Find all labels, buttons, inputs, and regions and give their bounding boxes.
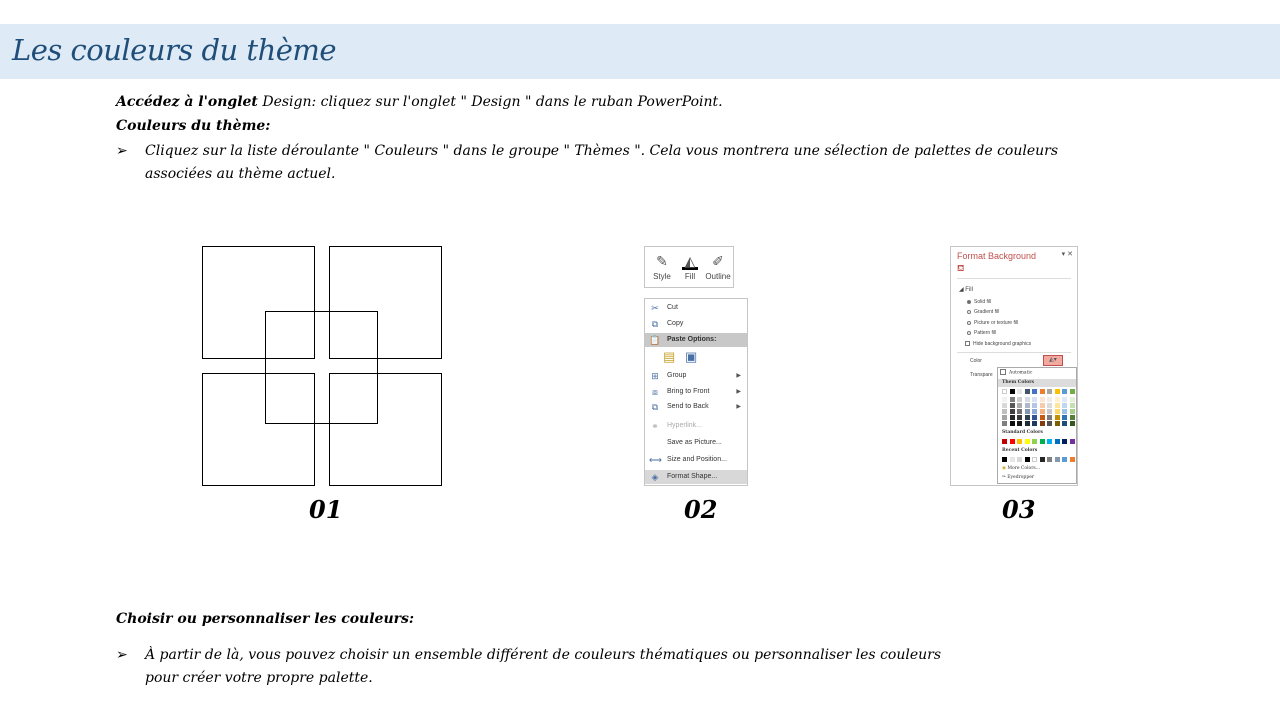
figure-label-02: 02 <box>684 495 718 524</box>
hide-bg-label: Hide background graphics <box>973 341 1032 347</box>
menu-paste-options-header <box>645 333 747 347</box>
color-swatch[interactable] <box>1002 397 1007 402</box>
color-swatch[interactable] <box>1055 389 1060 394</box>
color-swatch[interactable] <box>1070 421 1075 426</box>
color-swatch[interactable] <box>1047 439 1052 444</box>
color-swatch[interactable] <box>1017 409 1022 414</box>
context-menu <box>644 298 748 486</box>
divider <box>957 352 1071 353</box>
recent-colors-header: Recent Colors <box>1002 448 1038 453</box>
menu-item-bring-to-front-label: Bring to Front <box>667 388 710 395</box>
fill-bucket-icon: ◭ <box>682 250 698 270</box>
section-2-heading <box>116 611 414 627</box>
color-swatch[interactable] <box>1010 403 1015 408</box>
color-swatch[interactable] <box>1032 409 1037 414</box>
color-swatch[interactable] <box>1025 389 1030 394</box>
intro-line-1 <box>116 94 723 110</box>
clipboard-icon: 📋 <box>649 335 661 345</box>
menu-item-group-label: Group <box>667 372 687 379</box>
paste-options-row <box>645 349 747 367</box>
radio-selected-icon <box>967 300 971 304</box>
color-swatch[interactable] <box>1047 403 1052 408</box>
submenu-arrow-icon: ▶ <box>736 373 741 379</box>
intro-line-1-bold: Accédez à l'onglet <box>116 94 258 110</box>
submenu-arrow-icon: ▶ <box>736 389 741 395</box>
color-swatch[interactable] <box>1055 457 1060 462</box>
bullet-text-2-line-1: À partir de là, vous pouvez choisir un ensemble différent de couleurs thématiques ou personnaliser les couleurs <box>145 647 942 663</box>
pane-close-icon[interactable]: ▾ ✕ <box>1061 251 1073 258</box>
menu-item-format-shape[interactable] <box>645 470 747 484</box>
solid-fill-radio[interactable] <box>967 299 991 305</box>
transparency-label: Transpare <box>970 372 993 378</box>
eyedropper-label: Eyedropper <box>1007 475 1035 480</box>
picture-fill-radio[interactable] <box>967 320 1018 326</box>
color-swatch[interactable] <box>1055 415 1060 420</box>
divider <box>957 278 1071 279</box>
color-swatch[interactable] <box>1040 397 1045 402</box>
bring-to-front-icon: ⧈ <box>652 387 658 397</box>
color-swatch[interactable] <box>1032 403 1037 408</box>
picture-fill-label: Picture or texture fill <box>974 320 1019 326</box>
standard-colors-header: Standard Colors <box>1002 430 1043 435</box>
scissors-icon: ✂ <box>651 303 659 313</box>
color-picker-button[interactable]: ◭▾ <box>1043 355 1063 366</box>
color-swatch[interactable] <box>1040 457 1045 462</box>
paint-bucket-icon[interactable]: ⛾ <box>957 263 965 273</box>
pattern-fill-label: Pattern fill <box>974 330 997 336</box>
color-swatch[interactable] <box>1062 397 1067 402</box>
fill-label: Fill <box>684 272 696 281</box>
outline-label: Outline <box>705 272 731 281</box>
color-swatch[interactable] <box>1070 403 1075 408</box>
color-swatch[interactable] <box>1010 397 1015 402</box>
color-swatch[interactable] <box>1070 389 1075 394</box>
color-swatch[interactable] <box>1062 421 1067 426</box>
gradient-fill-radio[interactable] <box>967 309 999 315</box>
color-swatch[interactable] <box>1032 421 1037 426</box>
color-swatch[interactable] <box>1040 409 1045 414</box>
automatic-swatch <box>1000 369 1006 375</box>
copy-icon: ⧉ <box>651 319 659 329</box>
color-swatch[interactable] <box>1010 457 1015 462</box>
style-label: Style <box>653 272 671 281</box>
color-swatch[interactable] <box>1025 403 1030 408</box>
paste-keep-format-icon[interactable]: ▤ <box>663 349 676 364</box>
color-swatch[interactable] <box>1017 403 1022 408</box>
bullet-arrow-icon: ➢ <box>116 143 128 159</box>
color-swatch[interactable] <box>1047 389 1052 394</box>
color-swatch[interactable] <box>1025 457 1030 462</box>
color-swatch[interactable] <box>1002 415 1007 420</box>
color-swatch[interactable] <box>1032 415 1037 420</box>
more-colors-label: More Colors... <box>1007 466 1040 471</box>
color-swatch[interactable] <box>1055 439 1060 444</box>
radio-icon <box>967 310 971 314</box>
color-swatch[interactable] <box>1017 389 1022 394</box>
menu-item-group[interactable] <box>645 369 747 383</box>
send-to-back-icon: ⧉ <box>651 402 659 412</box>
fill-section-header[interactable]: ◢ Fill <box>959 287 973 293</box>
color-swatch[interactable] <box>1002 421 1007 426</box>
color-swatch[interactable] <box>1070 415 1075 420</box>
menu-item-copy[interactable] <box>645 317 747 331</box>
theme-colors-header: Them Colors <box>998 379 1076 387</box>
color-swatch[interactable] <box>1002 409 1007 414</box>
color-swatch[interactable] <box>1070 439 1075 444</box>
more-colors-option[interactable] <box>1002 466 1040 471</box>
solid-fill-label: Solid fill <box>974 299 992 305</box>
mini-toolbar <box>644 246 734 288</box>
outline-button[interactable] <box>704 250 732 286</box>
radio-icon <box>967 331 971 335</box>
color-swatch[interactable] <box>1070 457 1075 462</box>
menu-item-size-position[interactable] <box>645 453 747 467</box>
color-swatch[interactable] <box>1010 415 1015 420</box>
color-swatch[interactable] <box>1010 439 1015 444</box>
color-swatch[interactable] <box>1017 397 1022 402</box>
color-swatch[interactable] <box>1070 409 1075 414</box>
size-position-icon: ⟷ <box>649 455 662 465</box>
color-swatch[interactable] <box>1017 421 1022 426</box>
menu-item-format-shape-label: Format Shape... <box>667 473 718 480</box>
color-swatch[interactable] <box>1055 421 1060 426</box>
intro-line-2 <box>116 118 270 134</box>
menu-item-cut[interactable] <box>645 301 747 315</box>
submenu-arrow-icon: ▶ <box>736 404 741 410</box>
style-icon: ✎ <box>656 253 668 269</box>
outline-pen-icon: ✐ <box>712 253 724 269</box>
radio-icon <box>967 321 971 325</box>
color-swatch[interactable] <box>1032 439 1037 444</box>
menu-item-copy-label: Copy <box>667 320 684 327</box>
intro-line-1-text: Design: cliquez sur l'onglet " Design " dans le ruban PowerPoint. <box>257 94 723 110</box>
color-palette-dropdown <box>997 367 1077 484</box>
color-swatch[interactable] <box>1070 397 1075 402</box>
color-swatch[interactable] <box>1010 389 1015 394</box>
color-swatch[interactable] <box>1040 439 1045 444</box>
color-swatch[interactable] <box>1017 439 1022 444</box>
hyperlink-icon: ⚭ <box>651 421 659 431</box>
menu-item-hyperlink[interactable] <box>645 419 747 433</box>
menu-item-hyperlink-label: Hyperlink... <box>667 422 703 429</box>
bullet-text-2 <box>145 644 941 690</box>
color-swatch[interactable] <box>1002 457 1007 462</box>
color-swatch[interactable] <box>1047 397 1052 402</box>
color-swatch[interactable] <box>1062 457 1067 462</box>
color-swatch[interactable] <box>1040 421 1045 426</box>
color-swatch[interactable] <box>1062 403 1067 408</box>
paste-picture-icon[interactable]: ▣ <box>685 349 698 364</box>
color-swatch[interactable] <box>1032 389 1037 394</box>
color-swatch[interactable] <box>1055 403 1060 408</box>
menu-item-save-as-picture-label: Save as Picture... <box>667 439 722 446</box>
eyedropper-icon: ✑ <box>1002 475 1008 480</box>
square-center[interactable] <box>265 311 378 424</box>
color-swatch[interactable] <box>1017 415 1022 420</box>
color-wheel-icon: ◉ <box>1002 466 1008 471</box>
color-swatch[interactable] <box>1025 397 1030 402</box>
color-swatch[interactable] <box>1047 415 1052 420</box>
color-swatch[interactable] <box>1032 457 1037 462</box>
paste-options-label: Paste Options: <box>667 336 717 343</box>
color-swatch[interactable] <box>1025 409 1030 414</box>
color-swatch[interactable] <box>1055 409 1060 414</box>
eyedropper-option[interactable] <box>1002 475 1034 480</box>
color-swatch[interactable] <box>1010 421 1015 426</box>
bullet-text-1: Cliquez sur la liste déroulante " Couleurs " dans le groupe " Thèmes ". Cela vous montrera une sélection de palettes de couleurs associées au thème actuel. <box>145 143 1059 182</box>
figure-label-01: 01 <box>309 495 343 524</box>
color-swatch[interactable] <box>1047 457 1052 462</box>
color-swatch[interactable] <box>1062 389 1067 394</box>
menu-item-send-to-back[interactable] <box>645 400 747 414</box>
automatic-label: Automatic <box>1009 370 1033 376</box>
color-swatch[interactable] <box>1017 457 1022 462</box>
menu-item-save-as-picture[interactable] <box>645 436 747 450</box>
pane-title: Format Background <box>957 251 1037 261</box>
color-swatch[interactable] <box>1047 409 1052 414</box>
hide-bg-checkbox[interactable] <box>965 341 1031 347</box>
style-button[interactable] <box>648 250 676 286</box>
theme-colors-heading: Couleurs du thème: <box>116 118 271 134</box>
color-swatch[interactable] <box>1062 409 1067 414</box>
bullet-text-2-line-2: pour créer votre propre palette. <box>145 670 373 686</box>
menu-item-bring-to-front[interactable] <box>645 385 747 399</box>
gradient-fill-label: Gradient fill <box>974 309 1000 315</box>
page-title: Les couleurs du thème <box>12 33 337 67</box>
color-swatch[interactable] <box>1062 415 1067 420</box>
color-swatch[interactable] <box>1062 439 1067 444</box>
automatic-color-option[interactable] <box>1000 369 1032 376</box>
color-swatch[interactable] <box>1025 415 1030 420</box>
color-swatch[interactable] <box>1040 415 1045 420</box>
color-swatch[interactable] <box>1032 397 1037 402</box>
figure-label-03: 03 <box>1002 495 1036 524</box>
color-swatch[interactable] <box>1002 389 1007 394</box>
group-icon: ⊞ <box>651 371 659 381</box>
pattern-fill-radio[interactable] <box>967 330 996 336</box>
format-shape-icon: ◈ <box>651 472 659 482</box>
color-swatch[interactable] <box>1047 421 1052 426</box>
color-swatch[interactable] <box>1055 397 1060 402</box>
color-swatch[interactable] <box>1002 403 1007 408</box>
color-label: Color <box>970 358 982 364</box>
color-swatch[interactable] <box>1010 409 1015 414</box>
menu-item-cut-label: Cut <box>667 304 678 311</box>
color-swatch[interactable] <box>1025 439 1030 444</box>
color-swatch[interactable] <box>1040 403 1045 408</box>
color-swatch[interactable] <box>1025 421 1030 426</box>
color-swatch[interactable] <box>1040 389 1045 394</box>
customize-colors-heading: Choisir ou personnaliser les couleurs: <box>116 611 415 627</box>
bullet-arrow-icon: ➢ <box>116 647 128 663</box>
checkbox-icon <box>965 341 970 346</box>
color-swatch[interactable] <box>1002 439 1007 444</box>
menu-item-size-position-label: Size and Position... <box>667 456 727 463</box>
fill-button[interactable] <box>676 250 704 286</box>
menu-item-send-to-back-label: Send to Back <box>667 403 709 410</box>
